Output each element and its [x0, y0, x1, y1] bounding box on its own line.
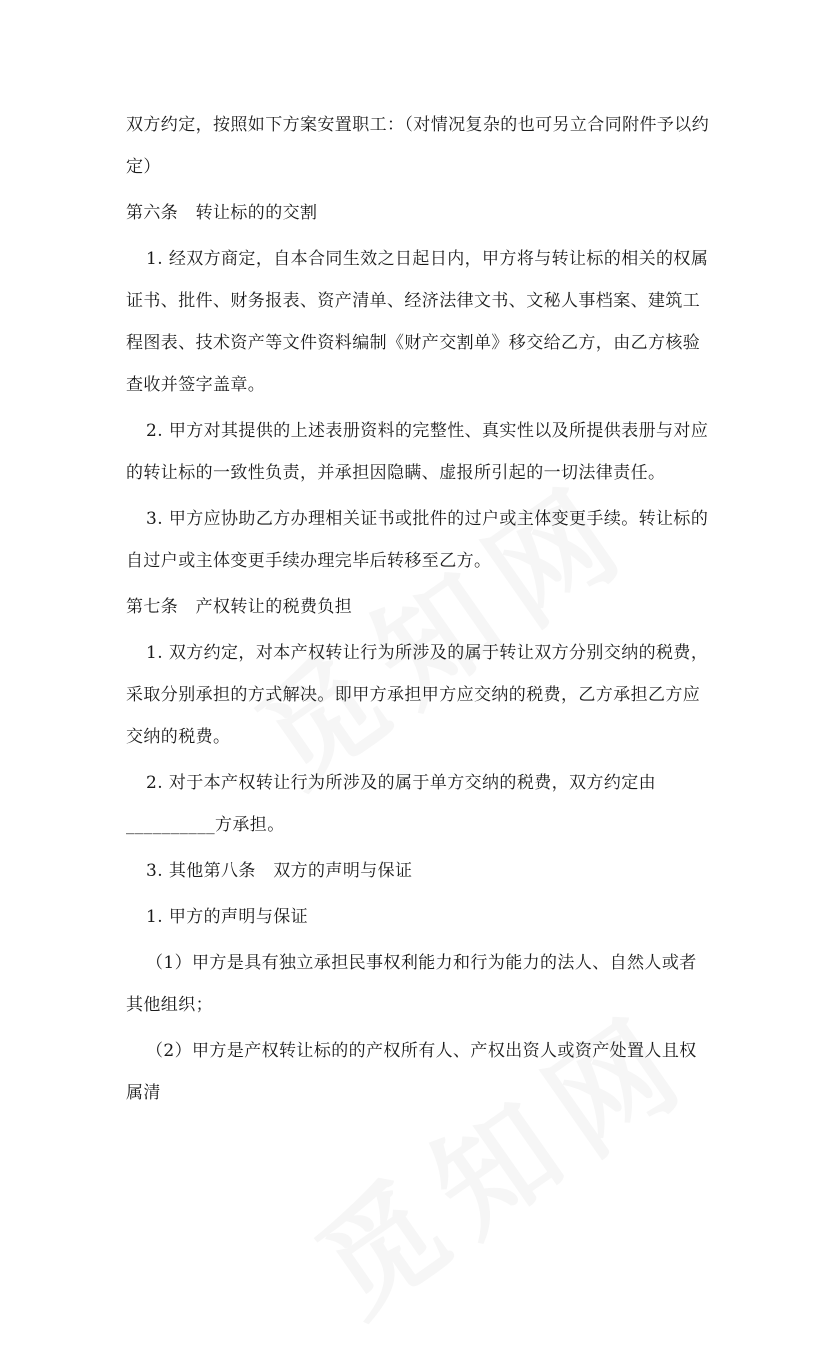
clause-8-1: 1. 甲方的声明与保证: [146, 907, 309, 927]
clause-8-1-1: （1）甲方是具有独立承担民事权利能力和行为能力的法人、自然人或者其他组织；: [126, 953, 697, 1015]
clause-6-3: 3. 甲方应协助乙方办理相关证书或批件的过户或主体变更手续。转让标的自过户或主体变更手续办理完毕后转移至乙方。: [126, 509, 709, 571]
section-heading-6: 第六条 转让标的的交割: [126, 203, 318, 223]
clause-7-3-section-8: 3. 其他第八条 双方的声明与保证: [146, 861, 413, 881]
clause-7-1: 1. 双方约定，对本产权转让行为所涉及的属于转让双方分别交纳的税费，采取分别承担的方式解决。即甲方承担甲方应交纳的税费，乙方承担乙方应交纳的税费。: [126, 643, 709, 747]
document-body: [126, 104, 711, 1118]
clause-6-1: 1. 经双方商定，自本合同生效之日起日内，甲方将与转让标的相关的权属证书、批件、财务报表、资产清单、经济法律文书、文秘人事档案、建筑工程图表、技术资产等文件资料编制《财产交割单》移交给乙方，由乙方核验查收并签字盖章。: [126, 249, 709, 395]
clause-8-1-2: （2）甲方是产权转让标的的产权所有人、产权出资人或资产处置人且权属清: [126, 1041, 697, 1103]
clause-6-2: 2. 甲方对其提供的上述表册资料的完整性、真实性以及所提供表册与对应的转让标的一致性负责，并承担因隐瞒、虚报所引起的一切法律责任。: [126, 421, 709, 483]
paragraph-intro: 双方约定，按照如下方案安置职工：（对情况复杂的也可另立合同附件予以约定）: [126, 115, 710, 177]
clause-7-2: 2. 对于本产权转让行为所涉及的属于单方交纳的税费，双方约定由__________方承担。: [126, 773, 657, 835]
section-heading-7: 第七条 产权转让的税费负担: [126, 597, 353, 617]
